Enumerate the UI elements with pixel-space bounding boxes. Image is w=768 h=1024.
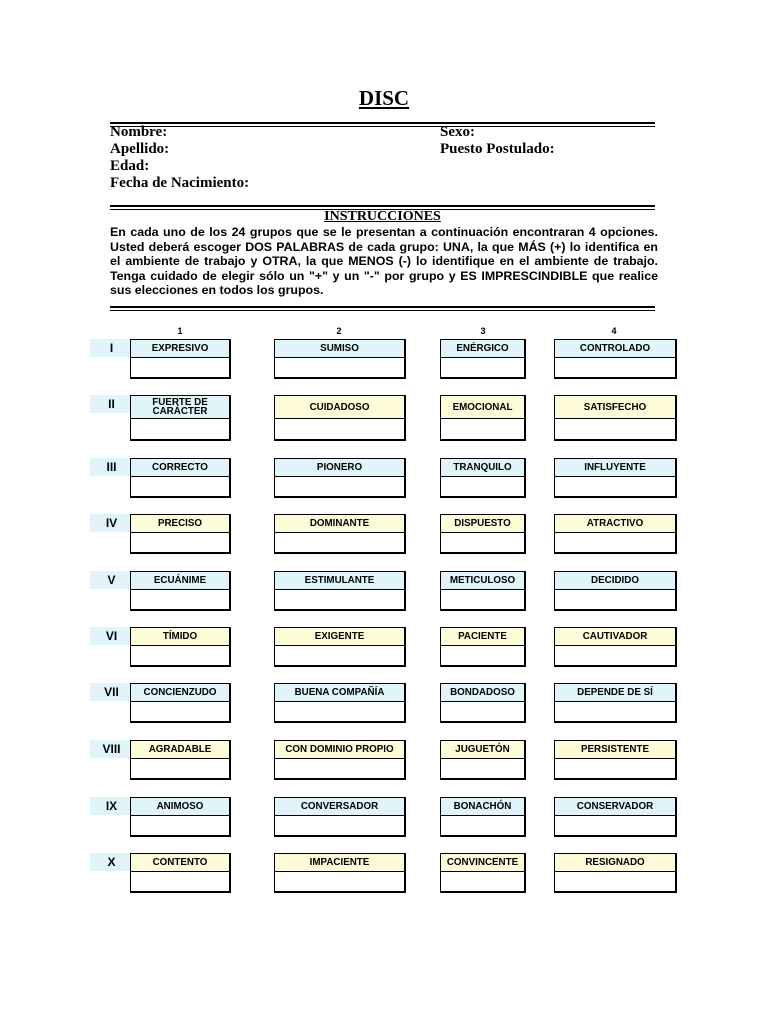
word-option-box <box>274 740 406 780</box>
group-number: V <box>90 571 133 589</box>
answer-cell[interactable] <box>555 533 675 552</box>
word-option-label: TRANQUILO <box>441 459 524 477</box>
word-option-box <box>130 853 231 893</box>
word-option-box <box>554 853 677 893</box>
word-option-label: SUMISO <box>275 340 404 358</box>
header-rule-top <box>110 122 655 127</box>
word-option-label: CONCIENZUDO <box>131 684 229 702</box>
answer-cell[interactable] <box>555 477 675 496</box>
word-option-label: EXIGENTE <box>275 628 404 646</box>
answer-cell[interactable] <box>555 419 675 438</box>
word-option-box <box>130 571 231 611</box>
word-option-box <box>440 853 526 893</box>
word-option-box <box>274 797 406 837</box>
word-option-box <box>440 683 526 723</box>
word-option-label: BONACHÓN <box>441 798 524 816</box>
word-option-box <box>274 853 406 893</box>
word-option-label: ECUÁNIME <box>131 572 229 590</box>
instructions-title: INSTRUCCIONES <box>324 209 441 224</box>
word-option-label: FUERTE DE CARÁCTER <box>131 396 229 419</box>
word-option-label: EXPRESIVO <box>131 340 229 358</box>
answer-cell[interactable] <box>275 358 404 377</box>
group-number: VIII <box>90 740 133 758</box>
answer-cell[interactable] <box>275 759 404 778</box>
answer-cell[interactable] <box>131 872 229 891</box>
word-option-box <box>554 740 677 780</box>
column-number: 3 <box>480 326 486 336</box>
answer-cell[interactable] <box>275 590 404 609</box>
group-number: VI <box>90 627 133 645</box>
word-option-box <box>440 797 526 837</box>
edad-label: Edad: <box>110 158 150 174</box>
answer-cell[interactable] <box>441 590 524 609</box>
answer-cell[interactable] <box>441 816 524 835</box>
word-option-label: JUGUETÓN <box>441 741 524 759</box>
word-option-label: METICULOSO <box>441 572 524 590</box>
answer-cell[interactable] <box>441 759 524 778</box>
answer-cell[interactable] <box>275 477 404 496</box>
sexo-label: Sexo: <box>440 124 475 140</box>
word-option-box <box>440 571 526 611</box>
word-option-label: CONTROLADO <box>555 340 675 358</box>
answer-cell[interactable] <box>275 702 404 721</box>
answer-cell[interactable] <box>275 533 404 552</box>
word-option-label: RESIGNADO <box>555 854 675 872</box>
answer-cell[interactable] <box>555 590 675 609</box>
word-option-box <box>130 797 231 837</box>
group-number: VII <box>90 683 133 701</box>
word-option-box <box>274 683 406 723</box>
group-number: II <box>90 395 133 413</box>
nombre-label: Nombre: <box>110 124 168 140</box>
word-option-box <box>130 339 231 379</box>
group-number: IX <box>90 797 133 815</box>
word-option-label: CONVINCENTE <box>441 854 524 872</box>
instructions-text: En cada uno de los 24 grupos que se le presentan a continuación encontraran 4 opciones. Usted deberá escoger DOS PALABRAS de cada grupo: UNA, la que MÁS (+) lo identifica en el ambiente de trabajo y OTRA, la que MENOS (-) lo identifique en el ambiente de trabajo. Tenga cuidado de elegir sólo un "+" y un "-" por grupo y ES IMPRESCINDIBLE que realice sus elecciones en todos los grupos. <box>110 225 658 298</box>
word-option-label: DOMINANTE <box>275 515 404 533</box>
word-option-label: CUIDADOSO <box>275 396 404 419</box>
answer-cell[interactable] <box>555 702 675 721</box>
column-number: 4 <box>611 326 617 336</box>
word-option-label: SATISFECHO <box>555 396 675 419</box>
word-option-box <box>274 514 406 554</box>
word-option-box <box>130 395 231 441</box>
word-option-box <box>554 458 677 498</box>
word-option-box <box>554 797 677 837</box>
answer-cell[interactable] <box>131 419 229 438</box>
answer-cell[interactable] <box>441 872 524 891</box>
word-option-box <box>440 339 526 379</box>
word-option-label: ATRACTIVO <box>555 515 675 533</box>
answer-cell[interactable] <box>555 646 675 665</box>
word-option-label: AGRADABLE <box>131 741 229 759</box>
puesto-postulado-label: Puesto Postulado: <box>440 141 555 157</box>
word-option-box <box>554 683 677 723</box>
word-option-label: IMPACIENTE <box>275 854 404 872</box>
group-number: III <box>90 458 133 476</box>
column-number: 1 <box>177 326 183 336</box>
answer-cell[interactable] <box>131 816 229 835</box>
word-option-box <box>440 395 526 441</box>
answer-cell[interactable] <box>275 646 404 665</box>
word-option-label: CONTENTO <box>131 854 229 872</box>
answer-cell[interactable] <box>441 646 524 665</box>
apellido-label: Apellido: <box>110 141 170 157</box>
group-number: X <box>90 853 133 871</box>
word-option-box <box>554 627 677 667</box>
answer-cell[interactable] <box>555 358 675 377</box>
word-option-label: EMOCIONAL <box>441 396 524 419</box>
answer-cell[interactable] <box>131 646 229 665</box>
word-option-box <box>440 627 526 667</box>
group-number: IV <box>90 514 133 532</box>
word-option-box <box>554 514 677 554</box>
word-option-label: ENÉRGICO <box>441 340 524 358</box>
answer-cell[interactable] <box>131 759 229 778</box>
word-option-box <box>130 740 231 780</box>
word-option-label: INFLUYENTE <box>555 459 675 477</box>
header-rule-bottom <box>110 306 655 311</box>
word-option-box <box>130 683 231 723</box>
word-option-box <box>554 571 677 611</box>
word-option-label: ANIMOSO <box>131 798 229 816</box>
word-option-label: PIONERO <box>275 459 404 477</box>
answer-cell[interactable] <box>131 358 229 377</box>
word-option-box <box>440 514 526 554</box>
word-option-label: BONDADOSO <box>441 684 524 702</box>
word-option-label: CORRECTO <box>131 459 229 477</box>
word-option-label: PRECISO <box>131 515 229 533</box>
answer-cell[interactable] <box>131 590 229 609</box>
word-option-box <box>130 458 231 498</box>
answer-cell[interactable] <box>555 759 675 778</box>
answer-cell[interactable] <box>131 477 229 496</box>
word-option-box <box>130 627 231 667</box>
page-title: DISC <box>358 86 410 110</box>
word-option-box <box>554 395 677 441</box>
word-option-label: ESTIMULANTE <box>275 572 404 590</box>
word-option-box <box>130 514 231 554</box>
word-option-label: CONVERSADOR <box>275 798 404 816</box>
answer-cell[interactable] <box>441 419 524 438</box>
word-option-label: DEPENDE DE SÍ <box>555 684 675 702</box>
word-option-label: CONSERVADOR <box>555 798 675 816</box>
group-number: I <box>90 339 133 357</box>
word-option-label: PACIENTE <box>441 628 524 646</box>
word-option-label: DISPUESTO <box>441 515 524 533</box>
answer-cell[interactable] <box>275 419 404 438</box>
word-option-label: CAUTIVADOR <box>555 628 675 646</box>
answer-cell[interactable] <box>441 702 524 721</box>
answer-cell[interactable] <box>555 816 675 835</box>
answer-cell[interactable] <box>131 702 229 721</box>
word-option-label: TÍMIDO <box>131 628 229 646</box>
word-option-box <box>274 395 406 441</box>
answer-cell[interactable] <box>441 533 524 552</box>
word-option-box <box>274 458 406 498</box>
word-option-box <box>554 339 677 379</box>
answer-cell[interactable] <box>441 477 524 496</box>
word-option-box <box>274 339 406 379</box>
word-option-box <box>274 571 406 611</box>
word-option-label: BUENA COMPAÑÍA <box>275 684 404 702</box>
word-option-box <box>274 627 406 667</box>
answer-cell[interactable] <box>441 358 524 377</box>
column-number: 2 <box>336 326 342 336</box>
answer-cell[interactable] <box>275 872 404 891</box>
word-option-box <box>440 740 526 780</box>
answer-cell[interactable] <box>275 816 404 835</box>
word-option-label: PERSISTENTE <box>555 741 675 759</box>
answer-cell[interactable] <box>555 872 675 891</box>
word-option-box <box>440 458 526 498</box>
fecha-nacimiento-label: Fecha de Nacimiento: <box>110 175 250 191</box>
word-option-label: DECIDIDO <box>555 572 675 590</box>
answer-cell[interactable] <box>131 533 229 552</box>
word-option-label: CON DOMINIO PROPIO <box>275 741 404 759</box>
